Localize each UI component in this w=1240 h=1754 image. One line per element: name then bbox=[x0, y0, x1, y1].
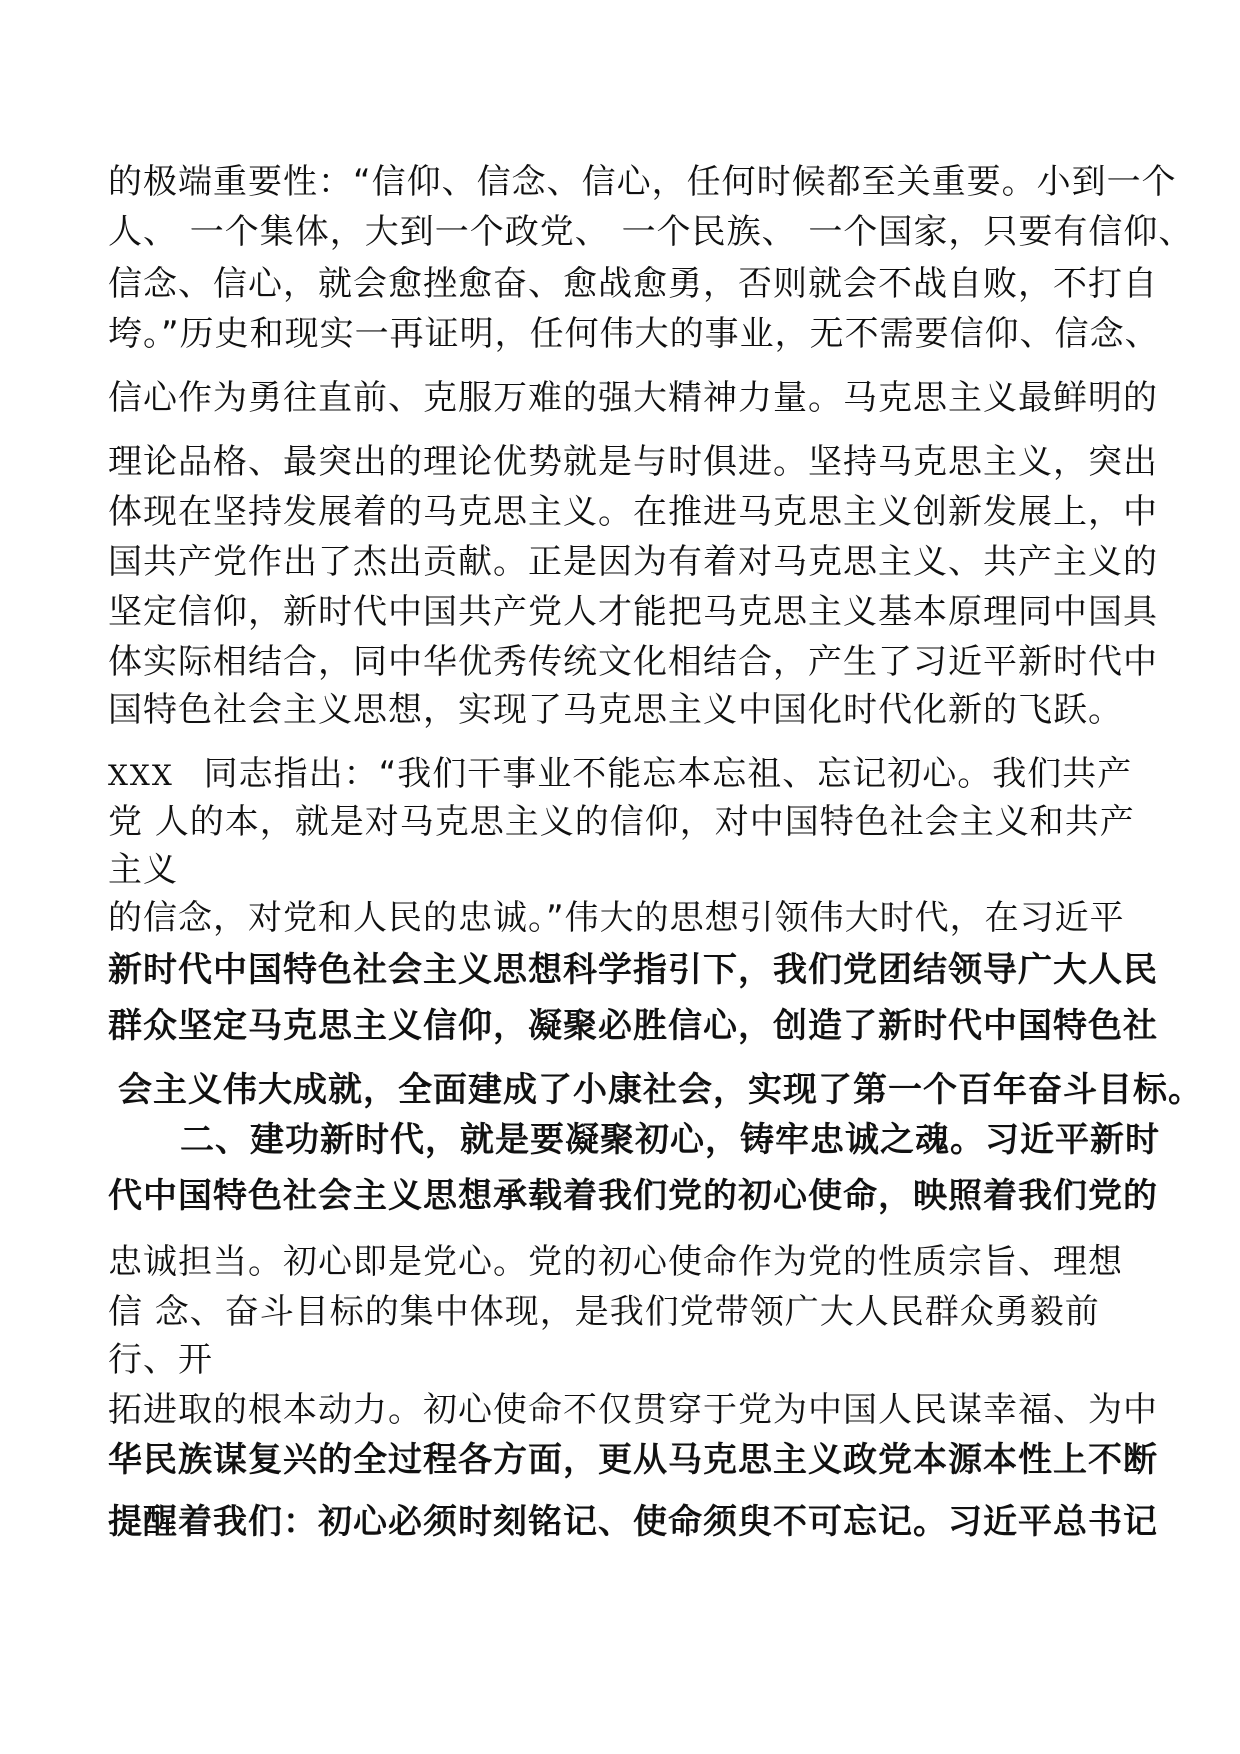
text-line-21: 忠诚担当。初心即是党心。党的初心使命作为党的性质宗旨、理想 bbox=[108, 1242, 1123, 1282]
name-placeholder: XXX bbox=[108, 759, 174, 792]
text-line-24: 拓进取的根本动力。初心使命不仅贯穿于党为中国人民谋幸福、为中 bbox=[108, 1390, 1158, 1430]
text-line-1: 的极端重要性：“信仰、信念、信心，任何时候都至关重要。小到一个 bbox=[108, 162, 1177, 202]
text-line-22: 信 念、奋斗目标的集中体现，是我们党带领广大人民群众勇毅前 bbox=[108, 1292, 1100, 1332]
text-line-4: 垮。”历史和现实一再证明，任何伟大的事业，无不需要信仰、信念、 bbox=[108, 314, 1160, 354]
text-line-26: 提醒着我们：初心必须时刻铭记、使命须臾不可忘记。习近平总书记 bbox=[108, 1502, 1158, 1542]
text-line-9: 坚定信仰，新时代中国共产党人才能把马克思主义基本原理同中国具 bbox=[108, 592, 1158, 632]
text-line-12 bbox=[108, 752, 1132, 798]
text-line-20: 代中国特色社会主义思想承载着我们党的初心使命，映照着我们党的 bbox=[108, 1176, 1158, 1216]
text-line-10: 体实际相结合，同中华优秀传统文化相结合，产生了习近平新时代中 bbox=[108, 642, 1158, 682]
text-line-5: 信心作为勇往直前、克服万难的强大精神力量。马克思主义最鲜明的 bbox=[108, 378, 1158, 418]
text-line-11: 国特色社会主义思想，实现了马克思主义中国化时代化新的飞跃。 bbox=[108, 690, 1123, 730]
text-line-13: 党 人的本，就是对马克思主义的信仰，对中国特色社会主义和共产 bbox=[108, 802, 1135, 842]
text-line-8: 国共产党作出了杰出贡献。正是因为有着对马克思主义、共产主义的 bbox=[108, 542, 1158, 582]
text-line-2: 人、 一个集体，大到一个政党、 一个民族、 一个国家，只要有信仰、 bbox=[108, 212, 1194, 252]
text-line-3: 信念、信心，就会愈挫愈奋、愈战愈勇，否则就会不战自败，不打自 bbox=[108, 264, 1158, 304]
text-line-7: 体现在坚持发展着的马克思主义。在推进马克思主义创新发展上，中 bbox=[108, 492, 1158, 532]
text-line-14: 主义 bbox=[108, 850, 178, 890]
text-line-17: 群众坚定马克思主义信仰，凝聚必胜信心，创造了新时代中国特色社 bbox=[108, 1006, 1158, 1046]
section-heading: 二、建功新时代，就是要凝聚初心，铸牢忠诚之魂。习近平新时 bbox=[180, 1120, 1160, 1160]
text-line-25: 华民族谋复兴的全过程各方面，更从马克思主义政党本源本性上不断 bbox=[108, 1440, 1158, 1480]
text-line-18: 会主义伟大成就，全面建成了小康社会，实现了第一个百年奋斗目标。 bbox=[118, 1070, 1203, 1110]
quote-intro: 同志指出：“我们干事业不能忘本忘祖、忘记初心。我们共产 bbox=[203, 754, 1133, 794]
text-line-15: 的信念，对党和人民的忠诚。”伟大的思想引领伟大时代，在习近平 bbox=[108, 898, 1125, 938]
text-line-23: 行、开 bbox=[108, 1340, 213, 1380]
text-line-6: 理论品格、最突出的理论优势就是与时俱进。坚持马克思主义，突出 bbox=[108, 442, 1158, 482]
text-line-16: 新时代中国特色社会主义思想科学指引下，我们党团结领导广大人民 bbox=[108, 950, 1158, 990]
